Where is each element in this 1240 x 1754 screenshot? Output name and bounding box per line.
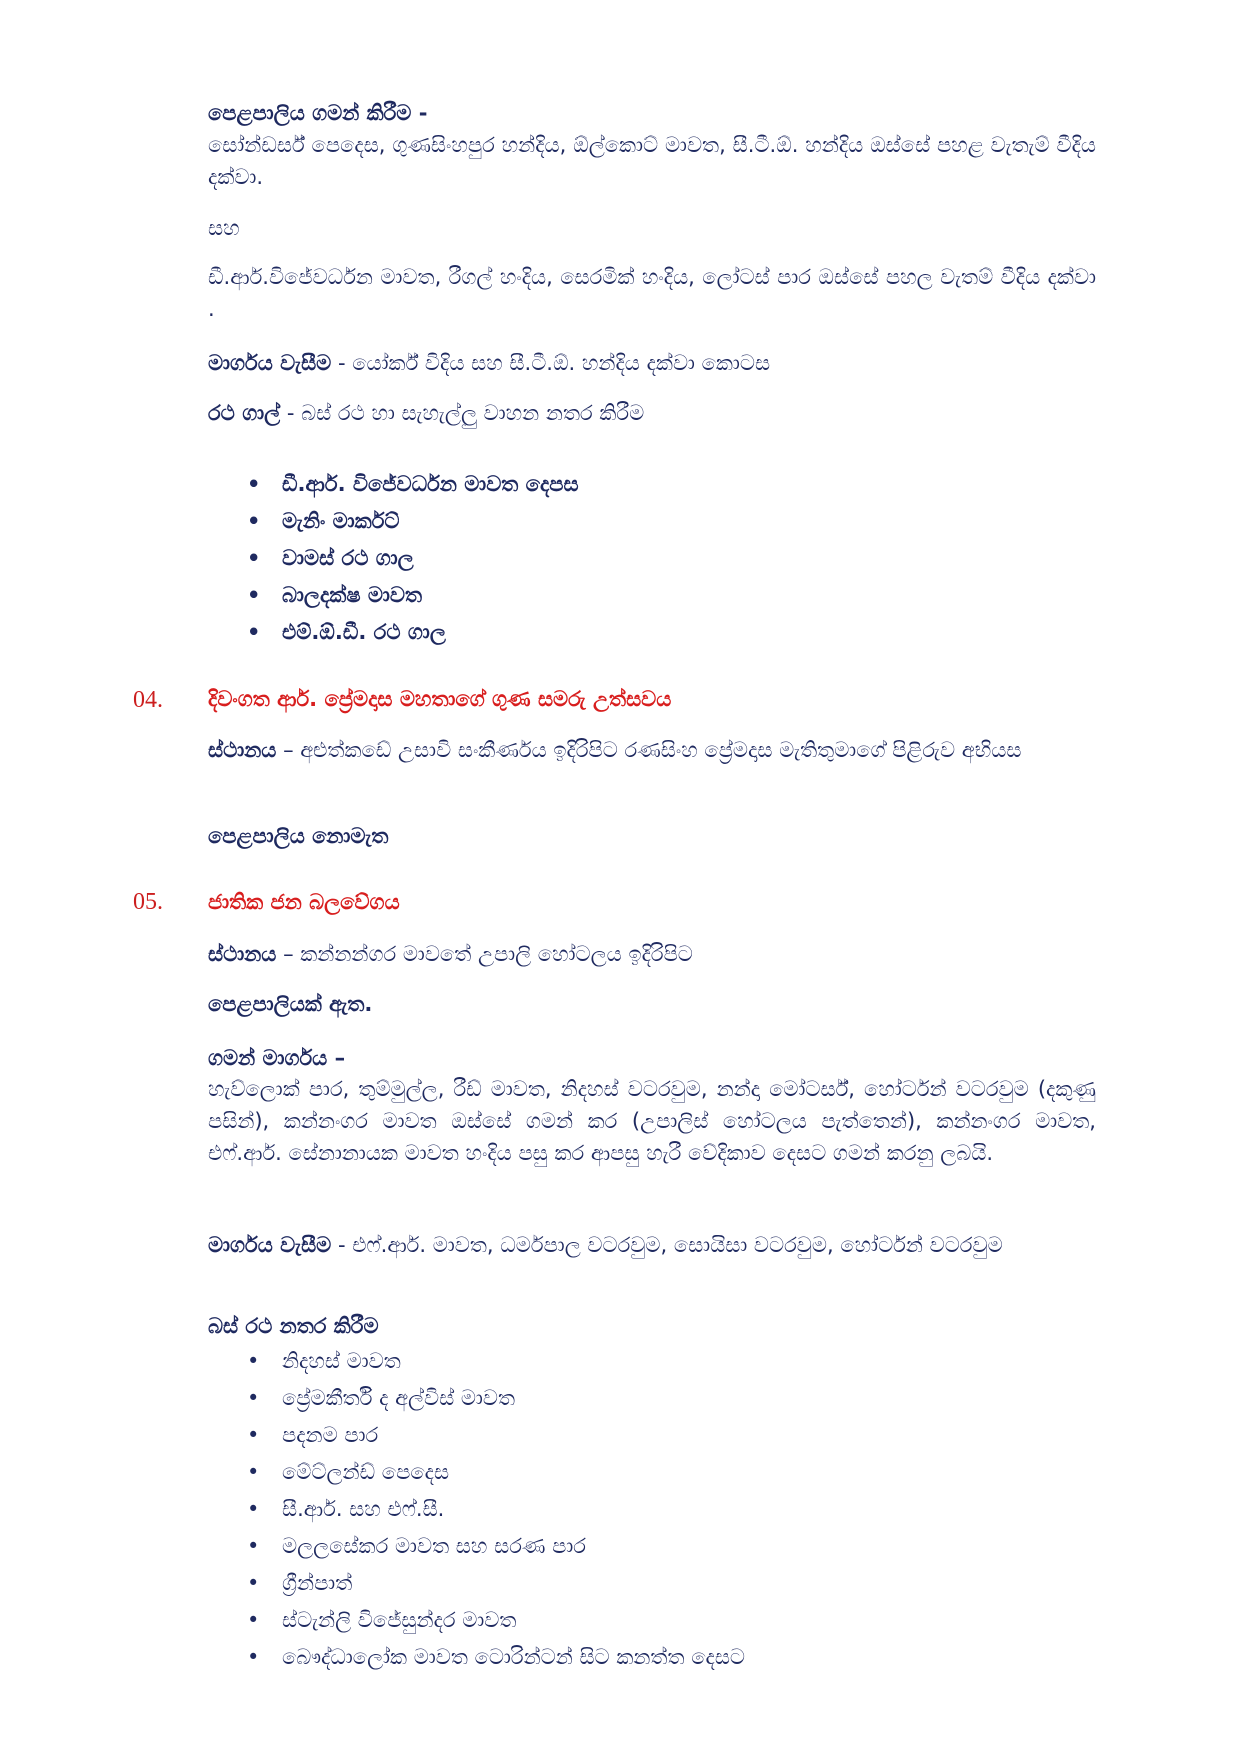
list-item: • ග්‍රීන්පාත් [247,1565,745,1602]
section-05-number: 05. [133,889,163,915]
road-closure-label: මාර්ගය වැසීම [208,351,332,375]
bus-stand-line [208,398,644,429]
road-closure-text: - එෆ්.ආර්. මාවත, ධර්මපාල වටරවුම, සොයිසා වටරවුම, හෝර්ටන් වටරවුම [331,1233,1003,1257]
parade-route-text: සෝන්ඩර්ස් පෙදෙස, ගුණසිංහපුර හන්දිය, ඕල්කොට් මාවත, සී.ටී.ඕ. හන්දිය ඔස්සේ පහළ වැතැම් වීදිය දක්වා. [208,133,1096,189]
bus-stand-text: - බස් රථ හා සැහැල්ලු වාහන නතර කිරීම [280,401,645,425]
section-05-route-text: හැව්ලොක් පාර, තුම්මුල්ල, රීඩ් මාවත, නිදහස් වටරවුම, නන්දා මෝටර්ස්, හෝර්ටන් වටරවුම (දකුණු පසින්), කන්නංගර මාවත ඔස්සේ ගමන් කර (උපාලිස් හෝටලය පැත්තෙන්), කන්නංගර මාවත, එෆ්.ආර්. සේනානායක මාවත හංදිය පසු කර ආපසු හැරී වේදිකාව දෙසට ගමන් කරනු ලබයි. [208,1077,1096,1165]
list-item: • එම්.ඕ.ඩී. රථ ගාල [247,614,579,651]
list-item: • බෞද්ධාලෝක මාවත ටොරින්ටන් සිට කනත්ත දෙසට [247,1639,745,1676]
section-04-number: 04. [133,687,163,713]
bus-stand-label: රථ ගාල් [208,401,281,425]
list-item: • වාමස් රථ ගාල [247,540,579,577]
location-label: ස්ථානය [208,738,277,762]
section-05-title: ජාතික ජන බලවේගය [208,890,400,914]
list-item: • නිදහස් මාවත [247,1343,745,1380]
location-text: – කන්නන්ගර මාවතේ උපාලි හෝටලය ඉදිරිපිට [276,942,693,966]
section-05-closure [208,1229,1096,1261]
list-item: • මැනිං මාර්කට් [247,503,579,540]
section-04-title: දිවංගත ආර්. ප්‍රේමදාස මහතාගේ ගුණ සමරු උත්සවය [208,687,672,711]
section-05-parade-note: පෙළපාලියක් ඇත. [208,992,373,1016]
list-item: • පදනම පාර [247,1417,745,1454]
parade-route-heading: පෙළපාලිය ගමන් කිරීම - [208,101,428,125]
location-text: – අළුත්කඩේ උසාවි සංකීර්ණය ඉදිරිපිට රණසිංහ ප්‍රේමදාස මැතිතුමාගේ පිළිරුව අභියස [276,738,1022,762]
road-closure-text: - යෝර්ක් විදිය සහ සී.ටී.ඕ. හන්දිය දක්වා කොටස [331,351,771,375]
section-04-parade-note: පෙළපාලිය නොමැත [208,824,389,848]
bus-parking-list [247,1343,745,1676]
list-item: • ස්ටැන්ලි විජේසුන්දර මාවත [247,1602,745,1639]
list-item: • මලලසේකර මාවත සහ සරණ පාර [247,1528,745,1565]
section-05-location [208,939,693,970]
section-04-location [208,734,1096,766]
bus-stand-list [247,466,579,651]
list-item: • බාලදක්ෂ මාවත [247,577,579,614]
location-label: ස්ථානය [208,942,277,966]
second-route-text: ඩී.ආර්.විජේවර්ධන මාවත, රීගල් හංදිය, සෙරමික් හංදිය, ලෝටස් පාර ඔස්සේ පහල වැතම් වීදිය දක්වා . [208,265,1096,321]
section-05-route-label: ගමන් මාර්ගය – [208,1046,346,1070]
list-item: • සී.ආර්. සහ එෆ්.සී. [247,1491,745,1528]
bus-parking-label: බස් රථ නතර කිරීම [208,1314,379,1338]
road-closure-line [208,348,770,379]
list-item: • ඩී.ආර්. විජේවර්ධන මාවත දෙපස [247,466,579,503]
list-item: • ප්‍රේමකීර්ති ද අල්විස් මාවත [247,1380,745,1417]
and-word: සහ [208,216,240,240]
road-closure-label: මාර්ගය වැසීම [208,1233,332,1257]
list-item: • මේට්ලන්ඩ් පෙදෙස [247,1454,745,1491]
